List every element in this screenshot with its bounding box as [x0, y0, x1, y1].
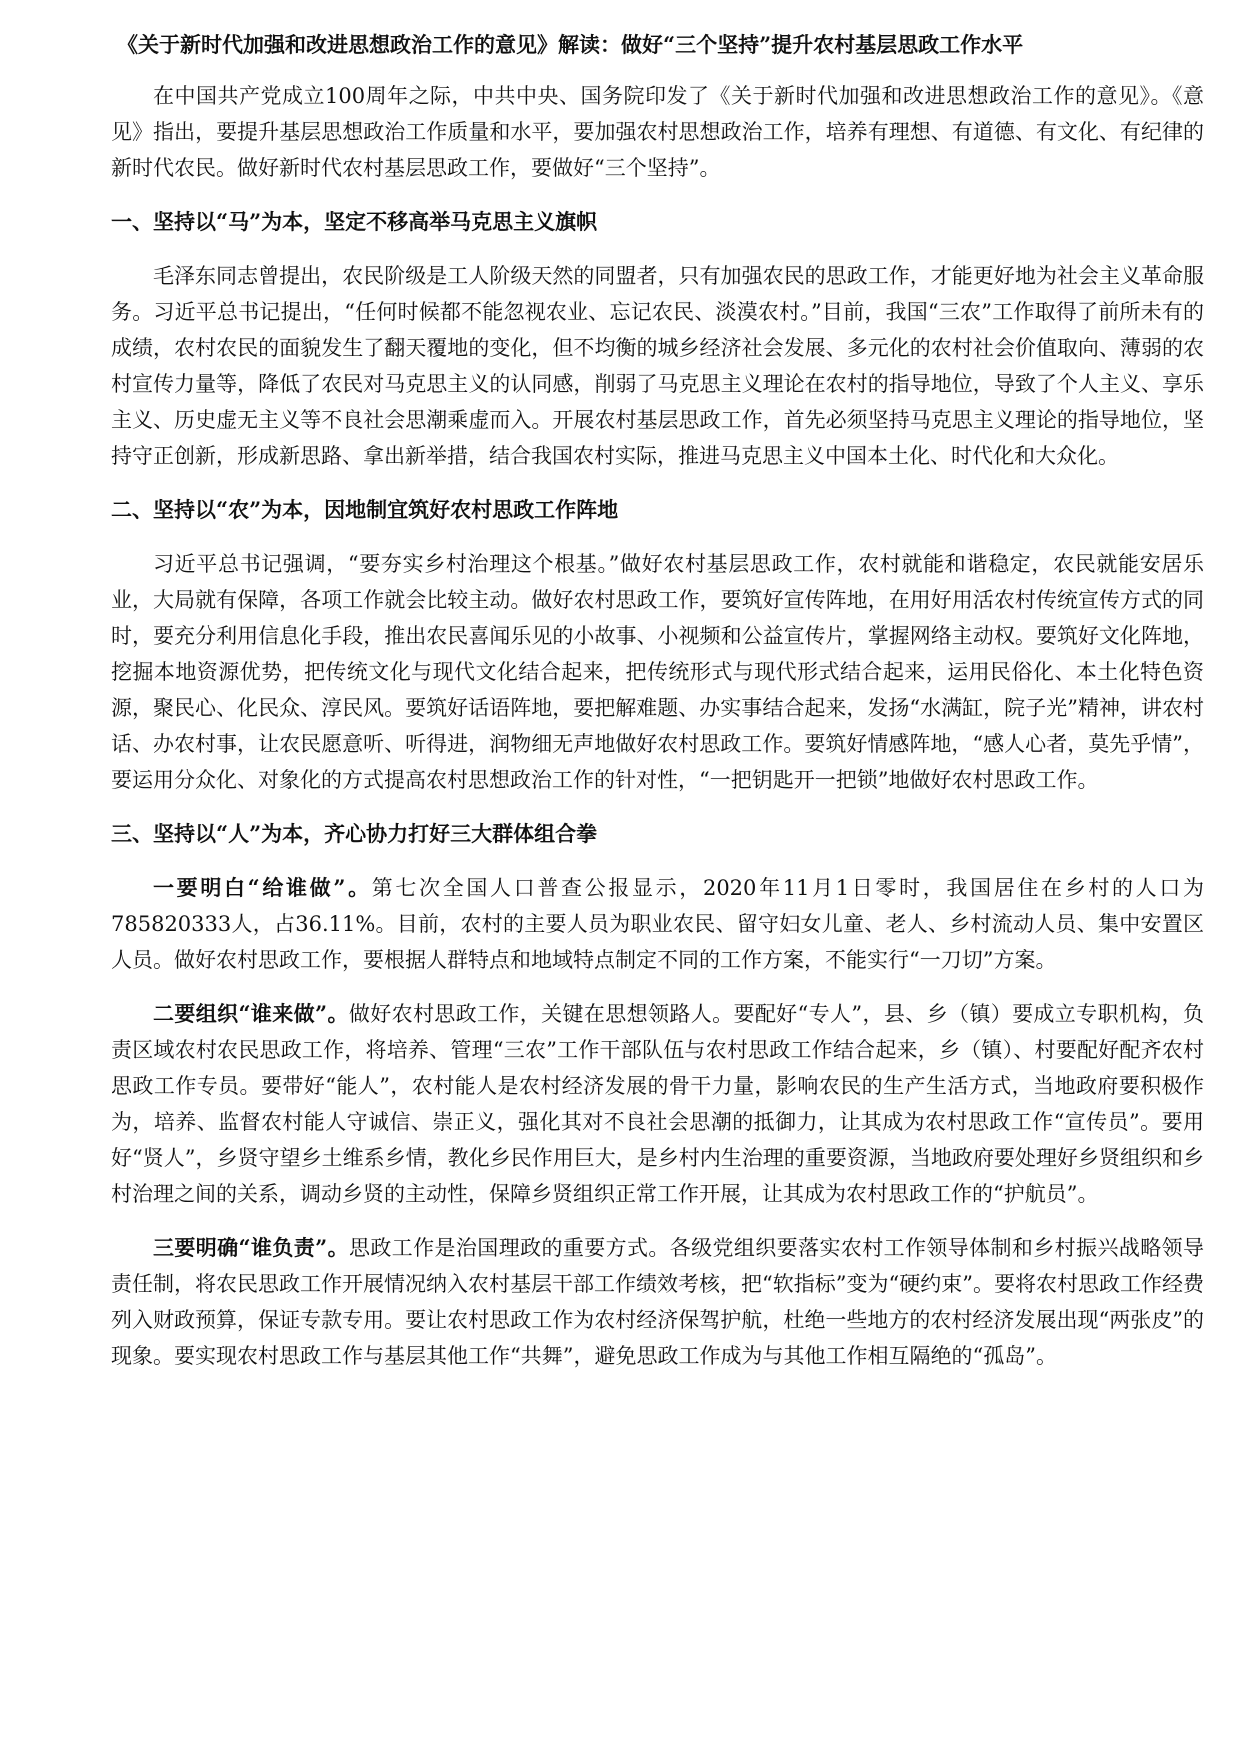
section-heading-3: 三、坚持以“人”为本，齐心协力打好三大群体组合拳 — [111, 821, 598, 846]
subsection-body-1: 第七次全国人口普查公报显示，2020年11月1日零时，我国居住在乡村的人口为785820333人，占36.11%。目前，农村的主要人员为职业农民、留守妇女儿童、老人、乡村流动人员、集中安置区人员。做好农村思政工作，要根据人群特点和地域特点制定不同的工作方案，不能实行“一刀切”方案。 — [111, 876, 1204, 972]
section-body-2: 习近平总书记强调，“要夯实乡村治理这个根基。”做好农村基层思政工作，农村就能和谐稳定，农民就能安居乐业，大局就有保障，各项工作就会比较主动。做好农村思政工作，要筑好宣传阵地，在用好用活农村传统宣传方式的同时，要充分利用信息化手段，推出农民喜闻乐见的小故事、小视频和公益宣传片，掌握网络主动权。要筑好文化阵地，挖掘本地资源优势，把传统文化与现代文化结合起来，把传统形式与现代形式结合起来，运用民俗化、本土化特色资源，聚民心、化民众、淳民风。要筑好话语阵地，要把解难题、办实事结合起来，发扬“水满缸，院子光”精神，讲农村话、办农村事，让农民愿意听、听得进，润物细无声地做好农村思政工作。要筑好情感阵地，“感人心者，莫先乎情”，要运用分众化、对象化的方式提高农村思想政治工作的针对性，“一把钥匙开一把锁”地做好农村思政工作。 — [111, 552, 1204, 792]
subsection-lead-1: 一要明白“给谁做”。 — [153, 875, 372, 900]
subsection-body-3: 思政工作是治国理政的重要方式。各级党组织要落实农村工作领导体制和乡村振兴战略领导责任制，将农民思政工作开展情况纳入农村基层干部工作绩效考核，把“软指标”变为“硬约束”。要将农村思政工作经费列入财政预算，保证专款专用。要让农村思政工作为农村经济保驾护航，杜绝一些地方的农村经济发展出现“两张皮”的现象。要实现农村思政工作与基层其他工作“共舞”，避免思政工作成为与其他工作相互隔绝的“孤岛”。 — [111, 1236, 1204, 1368]
section-heading-2: 二、坚持以“农”为本，因地制宜筑好农村思政工作阵地 — [111, 497, 619, 522]
section-heading-1: 一、坚持以“马”为本，坚定不移高举马克思主义旗帜 — [111, 209, 598, 234]
subsection-lead-3: 三要明确“谁负责”。 — [153, 1235, 349, 1260]
subsection-lead-2: 二要组织“谁来做”。 — [153, 1001, 349, 1026]
intro-paragraph: 在中国共产党成立100周年之际，中共中央、国务院印发了《关于新时代加强和改进思想政治工作的意见》。《意见》指出，要提升基层思想政治工作质量和水平，要加强农村思想政治工作，培养有理想、有道德、有文化、有纪律的新时代农民。做好新时代农村基层思政工作，要做好“三个坚持”。 — [111, 84, 1204, 180]
document-title: 《关于新时代加强和改进思想政治工作的意见》解读：做好“三个坚持”提升农村基层思政工作水平 — [117, 32, 1024, 57]
subsection-body-2: 做好农村思政工作，关键在思想领路人。要配好“专人”，县、乡（镇）要成立专职机构，负责区域农村农民思政工作，将培养、管理“三农”工作干部队伍与农村思政工作结合起来，乡（镇）、村要配好配齐农村思政工作专员。要带好“能人”，农村能人是农村经济发展的骨干力量，影响农民的生产生活方式，当地政府要积极作为，培养、监督农村能人守诚信、崇正义，强化其对不良社会思潮的抵御力，让其成为农村思政工作“宣传员”。要用好“贤人”，乡贤守望乡土维系乡情，教化乡民作用巨大，是乡村内生治理的重要资源，当地政府要处理好乡贤组织和乡村治理之间的关系，调动乡贤的主动性，保障乡贤组织正常工作开展，让其成为农村思政工作的“护航员”。 — [111, 1002, 1204, 1206]
subsection-paragraph-2 — [111, 996, 1204, 1212]
subsection-paragraph-1 — [111, 870, 1204, 978]
subsection-paragraph-3 — [111, 1230, 1204, 1374]
section-body-1: 毛泽东同志曾提出，农民阶级是工人阶级天然的同盟者，只有加强农民的思政工作，才能更好地为社会主义革命服务。习近平总书记提出，“任何时候都不能忽视农业、忘记农民、淡漠农村。”目前，我国“三农”工作取得了前所未有的成绩，农村农民的面貌发生了翻天覆地的变化，但不均衡的城乡经济社会发展、多元化的农村社会价值取向、薄弱的农村宣传力量等，降低了农民对马克思主义的认同感，削弱了马克思主义理论在农村的指导地位，导致了个人主义、享乐主义、历史虚无主义等不良社会思潮乘虚而入。开展农村基层思政工作，首先必须坚持马克思主义理论的指导地位，坚持守正创新，形成新思路、拿出新举措，结合我国农村实际，推进马克思主义中国本土化、时代化和大众化。 — [111, 264, 1204, 468]
